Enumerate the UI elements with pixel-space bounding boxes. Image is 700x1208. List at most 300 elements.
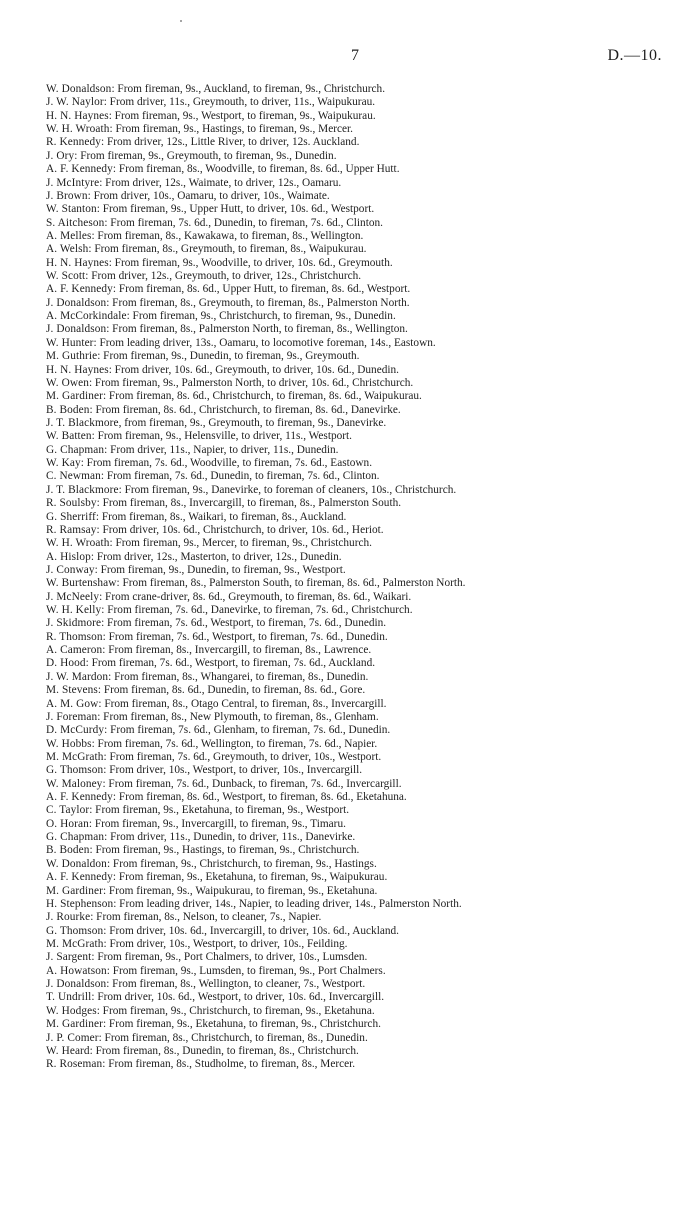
transfer-details: From fireman, 7s. 6d., Greymouth, to driver, 10s., Westport. xyxy=(109,750,382,763)
document-reference: D.—10. xyxy=(607,47,662,64)
separator: : xyxy=(98,697,105,710)
separator: : xyxy=(102,644,109,657)
employee-name: J. Foreman xyxy=(46,710,98,723)
list-item xyxy=(46,96,686,109)
list-item xyxy=(46,925,686,938)
transfer-details: From fireman, 7s. 6d., Dunedin, to fireman, 7s. 6d., Clinton. xyxy=(110,216,383,229)
transfer-details: From leading driver, 14s., Napier, to leading driver, 14s., Palmerston North. xyxy=(119,897,462,910)
transfer-details: From fireman, 9s., Christchurch, to fireman, 9s., Hastings. xyxy=(112,857,377,870)
separator: : xyxy=(87,189,94,202)
separator: : xyxy=(112,163,119,176)
separator: : xyxy=(103,938,110,950)
list-item xyxy=(46,938,686,951)
separator: : xyxy=(113,897,120,910)
list-item xyxy=(46,764,686,777)
separator: : xyxy=(97,710,104,723)
list-item xyxy=(46,417,686,430)
transfer-details: From crane-driver, 8s. 6d., Greymouth, to fireman, 8s. 6d., Waikari. xyxy=(105,590,412,603)
transfer-details: From driver, 12s., Masterton, to driver, 12s., Dunedin. xyxy=(96,550,342,563)
list-item xyxy=(46,631,686,644)
list-item xyxy=(46,711,686,724)
separator: : xyxy=(106,857,113,870)
transfer-details: From fireman, 9s., Upper Hutt, to driver, 10s. 6d., Westport. xyxy=(102,203,375,216)
employee-name: M. Gardiner xyxy=(46,884,103,897)
employee-name: J. Sargent xyxy=(46,951,92,964)
employee-name: A. M. Gow xyxy=(46,697,99,710)
separator: : xyxy=(88,243,95,256)
employee-name: A. Welsh xyxy=(46,243,89,256)
employee-name: W. Kay xyxy=(46,457,81,470)
separator: : xyxy=(101,604,108,617)
transfer-details: From fireman, 9s., Palmerston North, to driver, 10s. 6d., Christchurch. xyxy=(94,376,414,389)
list-item xyxy=(46,791,686,804)
separator: : xyxy=(99,176,106,189)
transfer-details: From fireman, 7s. 6d., Dunedin, to fireman, 7s. 6d., Clinton. xyxy=(106,470,380,483)
employee-name: M. Gardiner xyxy=(46,1018,103,1031)
employee-name: D. McCurdy xyxy=(46,724,105,737)
employee-name: J. Donaldson xyxy=(46,296,107,309)
list-item xyxy=(46,230,686,243)
list-item xyxy=(46,337,686,350)
employee-name: A. F. Kennedy xyxy=(46,871,113,884)
list-item xyxy=(46,844,686,857)
transfer-details: From driver, 10s., Westport, to driver, 10s., Invercargill. xyxy=(109,764,363,777)
transfer-details: From fireman, 7s. 6d., Wellington, to fireman, 7s. 6d., Napier. xyxy=(97,737,378,750)
employee-name: J. W. Naylor xyxy=(46,96,104,109)
separator: : xyxy=(97,350,104,363)
list-item xyxy=(46,858,686,871)
transfer-details: From fireman, 8s. 6d., Westport, to fireman, 8s. 6d., Eketahuna. xyxy=(118,791,407,804)
list-item xyxy=(46,457,686,470)
separator: : xyxy=(89,844,96,857)
employee-name: S. Aitcheson xyxy=(46,216,105,229)
transfer-details: From fireman, 7s. 6d., Glenham, to fireman, 7s. 6d., Dunedin. xyxy=(110,724,391,737)
separator: : xyxy=(93,336,100,349)
transfer-details: From fireman, 8s., Palmerston South, to fireman, 8s. 6d., Palmerston North. xyxy=(122,577,466,590)
employee-name: A. Hislop xyxy=(46,550,91,563)
employee-name: J. Skidmore xyxy=(46,617,102,630)
list-item xyxy=(46,671,686,684)
employee-name: J. Ory xyxy=(46,149,75,162)
list-item xyxy=(46,871,686,884)
transfer-details: From fireman, 9s., Christchurch, to fireman, 9s., Eketahuna. xyxy=(102,1004,375,1017)
list-item xyxy=(46,818,686,831)
transfer-details: From fireman, 8s. 6d., Christchurch, to fireman, 8s. 6d., Danevirke. xyxy=(95,403,401,416)
list-item xyxy=(46,497,686,510)
transfer-details: from fireman, 9s., Greymouth, to fireman, 9s., Danevirke. xyxy=(124,416,387,429)
list-item xyxy=(46,951,686,964)
list-item xyxy=(46,243,686,256)
list-item xyxy=(46,657,686,670)
separator: : xyxy=(88,817,95,830)
transfer-details: From fireman, 9s., Invercargill, to fireman, 9s., Timaru. xyxy=(94,817,346,830)
transfer-details: From fireman, 8s. 6d., Christchurch, to fireman, 8s. 6d., Waipukurau. xyxy=(108,390,422,403)
separator: : xyxy=(108,256,115,269)
employee-name: J. Donaldson xyxy=(46,323,107,336)
list-item xyxy=(46,1032,686,1045)
list-item xyxy=(46,283,686,296)
separator: : xyxy=(104,443,111,456)
employee-name: J. Conway xyxy=(46,563,95,576)
list-item xyxy=(46,537,686,550)
separator: : xyxy=(103,96,110,109)
separator: : xyxy=(102,390,109,403)
employee-name: G. Sherriff xyxy=(46,510,96,523)
list-item xyxy=(46,1018,686,1031)
employee-name: W. Owen xyxy=(46,376,89,389)
employee-name: A. F. Kennedy xyxy=(46,791,113,804)
employee-name: J. Donaldson xyxy=(46,978,107,991)
list-item xyxy=(46,177,686,190)
list-item xyxy=(46,551,686,564)
transfer-list xyxy=(46,83,686,1072)
employee-name: D. Hood xyxy=(46,657,86,670)
separator: : xyxy=(99,590,106,603)
transfer-details: From driver, 10s., Westport, to driver, 10s., Feilding. xyxy=(109,938,348,950)
separator: : xyxy=(106,964,113,977)
transfer-details: From fireman, 7s. 6d., Westport, to fireman, 7s. 6d., Auckland. xyxy=(91,657,376,670)
transfer-details: From fireman, 8s., Otago Central, to fireman, 8s., Invercargill. xyxy=(104,697,387,710)
transfer-details: From fireman, 9s., Auckland, to fireman, 9s., Christchurch. xyxy=(117,83,386,95)
list-item xyxy=(46,123,686,136)
employee-name: M. Stevens xyxy=(46,684,98,697)
list-item xyxy=(46,524,686,537)
transfer-details: From fireman, 8s., Christchurch, to fireman, 8s., Dunedin. xyxy=(104,1031,368,1044)
transfer-details: From driver, 10s. 6d., Westport, to driver, 10s. 6d., Invercargill. xyxy=(97,991,385,1004)
transfer-details: From fireman, 8s., Woodville, to fireman, 8s. 6d., Upper Hutt. xyxy=(118,163,400,176)
employee-name: W. Stanton xyxy=(46,203,97,216)
transfer-details: From fireman, 9s., Port Chalmers, to driver, 10s., Lumsden. xyxy=(97,951,368,964)
separator: : xyxy=(94,563,101,576)
separator: : xyxy=(109,537,116,550)
transfer-details: From fireman, 8s., Wellington, to cleaner, 7s., Westport. xyxy=(112,978,366,991)
transfer-details: From fireman, 8s., Greymouth, to fireman, 8s., Palmerston North. xyxy=(112,296,410,309)
list-item xyxy=(46,470,686,483)
list-item xyxy=(46,110,686,123)
transfer-details: From fireman, 8s., Palmerston North, to fireman, 8s., Wellington. xyxy=(112,323,408,336)
transfer-details: From fireman, 7s. 6d., Westport, to fireman, 7s. 6d., Dunedin. xyxy=(108,630,388,643)
list-item xyxy=(46,310,686,323)
separator: : xyxy=(103,924,110,937)
separator: : xyxy=(74,149,81,162)
transfer-details: From driver, 12s., Little River, to driver, 12s. Auckland. xyxy=(106,136,360,149)
transfer-details: From driver, 11s., Greymouth, to driver, 11s., Waipukurau. xyxy=(109,96,376,109)
list-item xyxy=(46,350,686,363)
separator: : xyxy=(100,136,107,149)
separator: : xyxy=(96,497,103,510)
transfer-details: From fireman, 9s., Christchurch, to fireman, 9s., Dunedin. xyxy=(132,310,396,323)
list-item xyxy=(46,1005,686,1018)
list-item xyxy=(46,898,686,911)
employee-name: W. H. Wroath xyxy=(46,537,110,550)
employee-name: W. Heard xyxy=(46,1044,90,1057)
employee-name: R. Roseman xyxy=(46,1058,103,1071)
list-item xyxy=(46,778,686,791)
list-item xyxy=(46,911,686,924)
employee-name: W. Hodges xyxy=(46,1004,97,1017)
separator: : xyxy=(90,550,97,563)
separator: : xyxy=(103,750,110,763)
employee-name: A. Melles xyxy=(46,229,92,242)
employee-name: R. Soulsby xyxy=(46,497,97,510)
list-item xyxy=(46,377,686,390)
employee-name: H. N. Haynes xyxy=(46,256,109,269)
separator: : xyxy=(111,83,118,95)
separator: : xyxy=(95,510,102,523)
employee-name: A. McCorkindale xyxy=(46,310,127,323)
employee-name: W. Donaldon xyxy=(46,857,107,870)
separator: : xyxy=(91,737,98,750)
separator: : xyxy=(91,229,98,242)
transfer-details: From fireman, 8s., Invercargill, to fireman, 8s., Palmerston South. xyxy=(102,497,402,510)
separator: : xyxy=(100,470,107,483)
transfer-details: From fireman, 9s., Westport, to fireman, 9s., Waipukurau. xyxy=(114,109,376,122)
separator: : xyxy=(88,376,95,389)
transfer-details: From leading driver, 13s., Oamaru, to locomotive foreman, 14s., Eastown. xyxy=(99,336,436,349)
employee-name: W. Hunter xyxy=(46,336,94,349)
separator: : xyxy=(96,203,103,216)
separator: : xyxy=(85,270,92,283)
separator: : xyxy=(103,764,110,777)
list-item xyxy=(46,617,686,630)
transfer-details: From fireman, 9s., Dunedin, to fireman, 9s., Westport. xyxy=(100,563,346,576)
list-item xyxy=(46,885,686,898)
employee-name: M. McGrath xyxy=(46,750,104,763)
employee-name: W. Hobbs xyxy=(46,737,92,750)
separator: : xyxy=(96,523,103,536)
employee-name: A. Howatson xyxy=(46,964,107,977)
separator: : xyxy=(106,323,113,336)
transfer-details: From fireman, 9s., Eketahuna, to fireman, 9s., Waipukurau. xyxy=(118,871,388,884)
list-item xyxy=(46,190,686,203)
list-item xyxy=(46,83,686,96)
list-item xyxy=(46,804,686,817)
employee-name: A. Cameron xyxy=(46,644,103,657)
employee-name: J. W. Mardon xyxy=(46,670,109,683)
transfer-details: From fireman, 8s., Dunedin, to fireman, 8s., Christchurch. xyxy=(95,1044,359,1057)
transfer-details: From fireman, 9s., Dunedin, to fireman, 9s., Greymouth. xyxy=(103,350,360,363)
separator: : xyxy=(89,1044,96,1057)
employee-name: C. Newman xyxy=(46,470,101,483)
separator: : xyxy=(98,1031,105,1044)
separator: : xyxy=(80,457,87,470)
transfer-details: From fireman, 9s., Woodville, to driver, 10s. 6d., Greymouth. xyxy=(114,256,393,269)
list-item xyxy=(46,1045,686,1058)
page-number: 7 xyxy=(351,47,359,64)
list-item xyxy=(46,163,686,176)
employee-name: J. McIntyre xyxy=(46,176,100,189)
employee-name: W. Batten xyxy=(46,430,92,443)
list-item xyxy=(46,484,686,497)
separator: : xyxy=(106,978,113,991)
employee-name: J. Rourke xyxy=(46,911,91,924)
employee-name: T. Undrill xyxy=(46,991,92,1004)
list-item xyxy=(46,150,686,163)
list-item xyxy=(46,364,686,377)
transfer-details: From fireman, 7s. 6d., Dunback, to fireman, 7s. 6d., Invercargill. xyxy=(108,777,402,790)
employee-name: M. Guthrie xyxy=(46,350,98,363)
list-item xyxy=(46,978,686,991)
transfer-details: From fireman, 8s., Studholme, to fireman, 8s., Mercer. xyxy=(108,1058,356,1071)
separator: : xyxy=(104,216,111,229)
separator: : xyxy=(106,296,113,309)
list-item xyxy=(46,831,686,844)
list-item xyxy=(46,136,686,149)
transfer-details: From fireman, 9s., Lumsden, to fireman, 9s., Port Chalmers. xyxy=(112,964,386,977)
employee-name: R. Kennedy xyxy=(46,136,101,149)
list-item xyxy=(46,738,686,751)
separator: : xyxy=(109,123,116,136)
separator: : xyxy=(116,577,123,590)
separator: : xyxy=(96,1004,103,1017)
employee-name: J. McNeely xyxy=(46,590,100,603)
list-item xyxy=(46,604,686,617)
separator: : xyxy=(126,310,133,323)
employee-name: A. F. Kennedy xyxy=(46,283,113,296)
transfer-details: From fireman, 8s. 6d., Dunedin, to fireman, 8s. 6d., Gore. xyxy=(103,684,366,697)
employee-name: R. Thomson xyxy=(46,630,103,643)
transfer-details: From fireman, 8s., New Plymouth, to fireman, 8s., Glenham. xyxy=(103,710,379,723)
employee-name: W. Maloney xyxy=(46,777,103,790)
separator: : xyxy=(89,804,96,817)
separator: : xyxy=(90,911,97,924)
separator: : xyxy=(108,670,115,683)
employee-name: W. Burtenshaw xyxy=(46,577,117,590)
list-item xyxy=(46,323,686,336)
list-item xyxy=(46,390,686,403)
transfer-details: From fireman, 8s., Nelson, to cleaner, 7s., Napier. xyxy=(96,911,322,924)
employee-name: B. Boden xyxy=(46,403,90,416)
transfer-details: From fireman, 7s. 6d., Danevirke, to fireman, 7s. 6d., Christchurch. xyxy=(107,604,413,617)
list-item xyxy=(46,511,686,524)
transfer-details: From driver, 12s., Greymouth, to driver, 12s., Christchurch. xyxy=(91,270,362,283)
employee-name: H. Stephenson xyxy=(46,897,114,910)
employee-name: H. N. Haynes xyxy=(46,363,109,376)
transfer-details: From fireman, 9s., Mercer, to fireman, 9s., Christchurch. xyxy=(115,537,372,550)
separator: : xyxy=(112,791,119,804)
separator: : xyxy=(85,657,92,670)
transfer-details: From driver, 10s. 6d., Greymouth, to driver, 10s. 6d., Dunedin. xyxy=(114,363,399,376)
employee-name: J. T. Blackmore xyxy=(46,483,119,496)
list-item xyxy=(46,991,686,1004)
list-item xyxy=(46,444,686,457)
employee-name: J. P. Comer xyxy=(46,1031,99,1044)
transfer-details: From fireman, 8s., Kawakawa, to fireman, 8s., Wellington. xyxy=(97,229,364,242)
separator: : xyxy=(112,283,119,296)
list-item xyxy=(46,404,686,417)
list-item xyxy=(46,203,686,216)
separator: , xyxy=(118,416,125,429)
list-item xyxy=(46,698,686,711)
separator: : xyxy=(104,831,111,844)
separator: : xyxy=(102,1058,109,1071)
transfer-details: From driver, 10s., Oamaru, to driver, 10s., Waimate. xyxy=(93,189,330,202)
separator: : xyxy=(91,951,98,964)
employee-name: G. Thomson xyxy=(46,764,104,777)
transfer-details: From fireman, 8s., Waikari, to fireman, 8s., Auckland. xyxy=(101,510,347,523)
transfer-details: From fireman, 7s. 6d., Woodville, to fireman, 7s. 6d., Eastown. xyxy=(86,457,373,470)
transfer-details: From fireman, 8s., Greymouth, to fireman, 8s., Waipukurau. xyxy=(94,243,367,256)
transfer-details: From fireman, 9s., Hastings, to fireman, 9s., Mercer. xyxy=(115,123,353,136)
separator: : xyxy=(89,403,96,416)
print-speck xyxy=(180,20,182,22)
employee-name: O. Horan xyxy=(46,817,89,830)
employee-name: G. Chapman xyxy=(46,831,105,844)
separator: : xyxy=(97,684,104,697)
separator: : xyxy=(101,617,108,630)
list-item xyxy=(46,564,686,577)
separator: : xyxy=(91,430,98,443)
employee-name: G. Chapman xyxy=(46,443,105,456)
transfer-details: From fireman, 9s., Danevirke, to foreman of cleaners, 10s., Christchurch. xyxy=(124,483,457,496)
transfer-details: From fireman, 9s., Waipukurau, to fireman, 9s., Eketahuna. xyxy=(108,884,378,897)
transfer-details: From driver, 12s., Waimate, to driver, 12s., Oamaru. xyxy=(105,176,342,189)
employee-name: R. Ramsay xyxy=(46,523,97,536)
list-item xyxy=(46,684,686,697)
list-item xyxy=(46,591,686,604)
transfer-details: From fireman, 8s., Whangarei, to fireman, 8s., Dunedin. xyxy=(114,670,369,683)
separator: : xyxy=(104,724,111,737)
separator: : xyxy=(102,777,109,790)
list-item xyxy=(46,965,686,978)
list-item xyxy=(46,430,686,443)
transfer-details: From fireman, 9s., Greymouth, to fireman, 9s., Dunedin. xyxy=(80,149,337,162)
transfer-details: From fireman, 8s., Invercargill, to fireman, 8s., Lawrence. xyxy=(108,644,372,657)
transfer-details: From fireman, 9s., Eketahuna, to fireman, 9s., Christchurch. xyxy=(108,1018,381,1031)
employee-name: W. Donaldson xyxy=(46,83,112,95)
separator: : xyxy=(112,871,119,884)
employee-name: M. Gardiner xyxy=(46,390,103,403)
separator: : xyxy=(108,109,115,122)
transfer-details: From fireman, 9s., Eketahuna, to fireman, 9s., Westport. xyxy=(95,804,350,817)
employee-name: W. H. Kelly xyxy=(46,604,102,617)
transfer-details: From fireman, 8s. 6d., Upper Hutt, to fireman, 8s. 6d., Westport. xyxy=(118,283,411,296)
transfer-details: From fireman, 9s., Helensville, to driver, 11s., Westport. xyxy=(97,430,352,443)
list-item xyxy=(46,1058,686,1071)
list-item xyxy=(46,577,686,590)
list-item xyxy=(46,217,686,230)
transfer-details: From fireman, 9s., Hastings, to fireman, 9s., Christchurch. xyxy=(95,844,360,857)
transfer-details: From driver, 10s. 6d., Invercargill, to driver, 10s. 6d., Auckland. xyxy=(109,924,399,937)
list-item xyxy=(46,270,686,283)
employee-name: B. Boden xyxy=(46,844,90,857)
employee-name: J. Brown xyxy=(46,189,88,202)
employee-name: J. T. Blackmore xyxy=(46,416,119,429)
employee-name: A. F. Kennedy xyxy=(46,163,113,176)
employee-name: C. Taylor xyxy=(46,804,90,817)
separator: : xyxy=(91,991,98,1004)
separator: : xyxy=(102,630,109,643)
separator: : xyxy=(102,1018,109,1031)
separator: : xyxy=(102,884,109,897)
transfer-details: From fireman, 7s. 6d., Westport, to fireman, 7s. 6d., Dunedin. xyxy=(107,617,387,630)
list-item xyxy=(46,644,686,657)
transfer-details: From driver, 11s., Napier, to driver, 11s., Dunedin. xyxy=(110,443,339,456)
separator: : xyxy=(118,483,125,496)
list-item xyxy=(46,724,686,737)
list-item xyxy=(46,257,686,270)
list-item xyxy=(46,751,686,764)
employee-name: H. N. Haynes xyxy=(46,109,109,122)
transfer-details: From driver, 11s., Dunedin, to driver, 11s., Danevirke. xyxy=(110,831,356,844)
employee-name: M. McGrath xyxy=(46,938,104,950)
transfer-details: From driver, 10s. 6d., Christchurch, to driver, 10s. 6d., Heriot. xyxy=(102,523,384,536)
employee-name: G. Thomson xyxy=(46,924,104,937)
employee-name: W. H. Wroath xyxy=(46,123,110,136)
employee-name: W. Scott xyxy=(46,270,86,283)
separator: : xyxy=(108,363,115,376)
list-item xyxy=(46,297,686,310)
